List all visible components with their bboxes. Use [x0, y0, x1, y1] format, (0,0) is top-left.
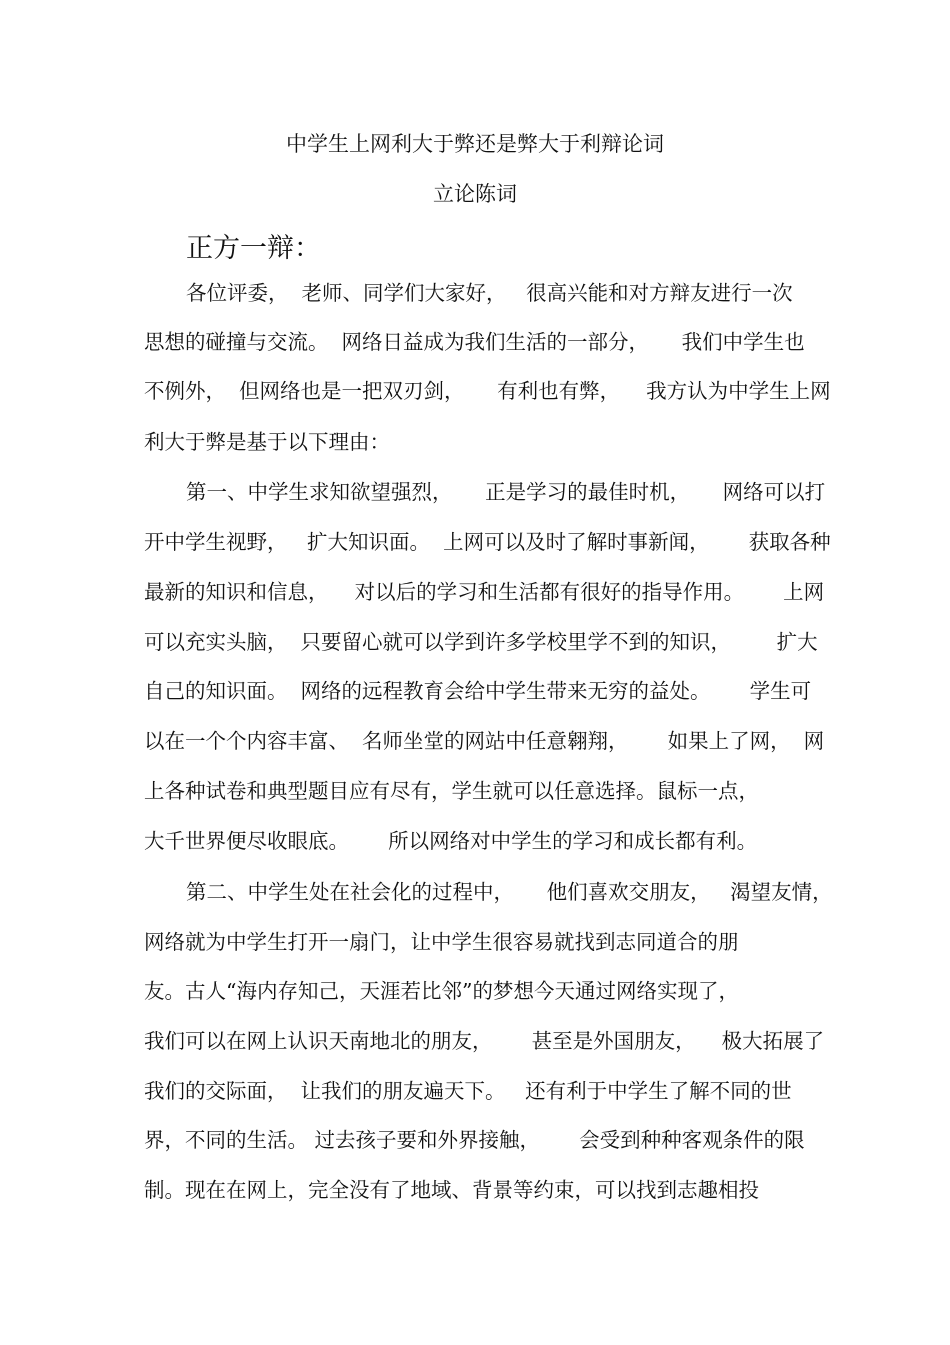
body-line: 各位评委， 老师、同学们大家好， 很高兴能和对方辩友进行一次 — [186, 281, 793, 305]
document-title: 中学生上网利大于弊还是弊大于利辩论词 — [286, 132, 664, 156]
body-line: 上各种试卷和典型题目应有尽有，学生就可以任意选择。鼠标一点， — [144, 779, 759, 803]
body-line: 不例外， 但网络也是一把双刃剑， 有利也有弊， 我方认为中学生上网 — [144, 379, 831, 403]
body-line: 自己的知识面。 网络的远程教育会给中学生带来无穷的益处。 学生可 — [144, 679, 812, 703]
body-line: 开中学生视野， 扩大知识面。 上网可以及时了解时事新闻， 获取各种 — [144, 530, 831, 554]
body-line: 最新的知识和信息， 对以后的学习和生活都有很好的指导作用。 上网 — [144, 580, 825, 604]
body-line: 界，不同的生活。 过去孩子要和外界接触， 会受到种种客观条件的限 — [144, 1128, 805, 1152]
document-subtitle: 立论陈词 — [433, 182, 517, 206]
body-line: 网络就为中学生打开一扇门，让中学生很容易就找到志同道合的朋 — [144, 930, 739, 954]
body-line: 以在一个个内容丰富、 名师坐堂的网站中任意翱翔， 如果上了网， 网 — [144, 729, 825, 753]
body-line: 我们的交际面， 让我们的朋友遍天下。 还有利于中学生了解不同的世 — [144, 1079, 792, 1103]
body-line: 我们可以在网上认识天南地北的朋友， 甚至是外国朋友， 极大拓展了 — [144, 1029, 825, 1053]
body-line: 大千世界便尽收眼底。 所以网络对中学生的学习和成长都有利。 — [144, 829, 758, 853]
body-line: 思想的碰撞与交流。 网络日益成为我们生活的一部分， 我们中学生也 — [144, 330, 805, 354]
body-line: 制。现在在网上，完全没有了地域、背景等约束，可以找到志趣相投 — [144, 1178, 759, 1202]
body-line: 可以充实头脑， 只要留心就可以学到许多学校里学不到的知识， 扩大 — [144, 630, 818, 654]
body-line: 友。古人“海内存知己，天涯若比邻”的梦想今天通过网络实现了， — [144, 979, 739, 1003]
speaker-heading: 正方一辩： — [186, 233, 321, 264]
body-line: 第二、中学生处在社会化的过程中， 他们喜欢交朋友， 渴望友情， — [186, 880, 833, 904]
body-line: 第一、中学生求知欲望强烈， 正是学习的最佳时机， 网络可以打 — [186, 480, 826, 504]
body-line: 利大于弊是基于以下理由： — [144, 430, 390, 454]
